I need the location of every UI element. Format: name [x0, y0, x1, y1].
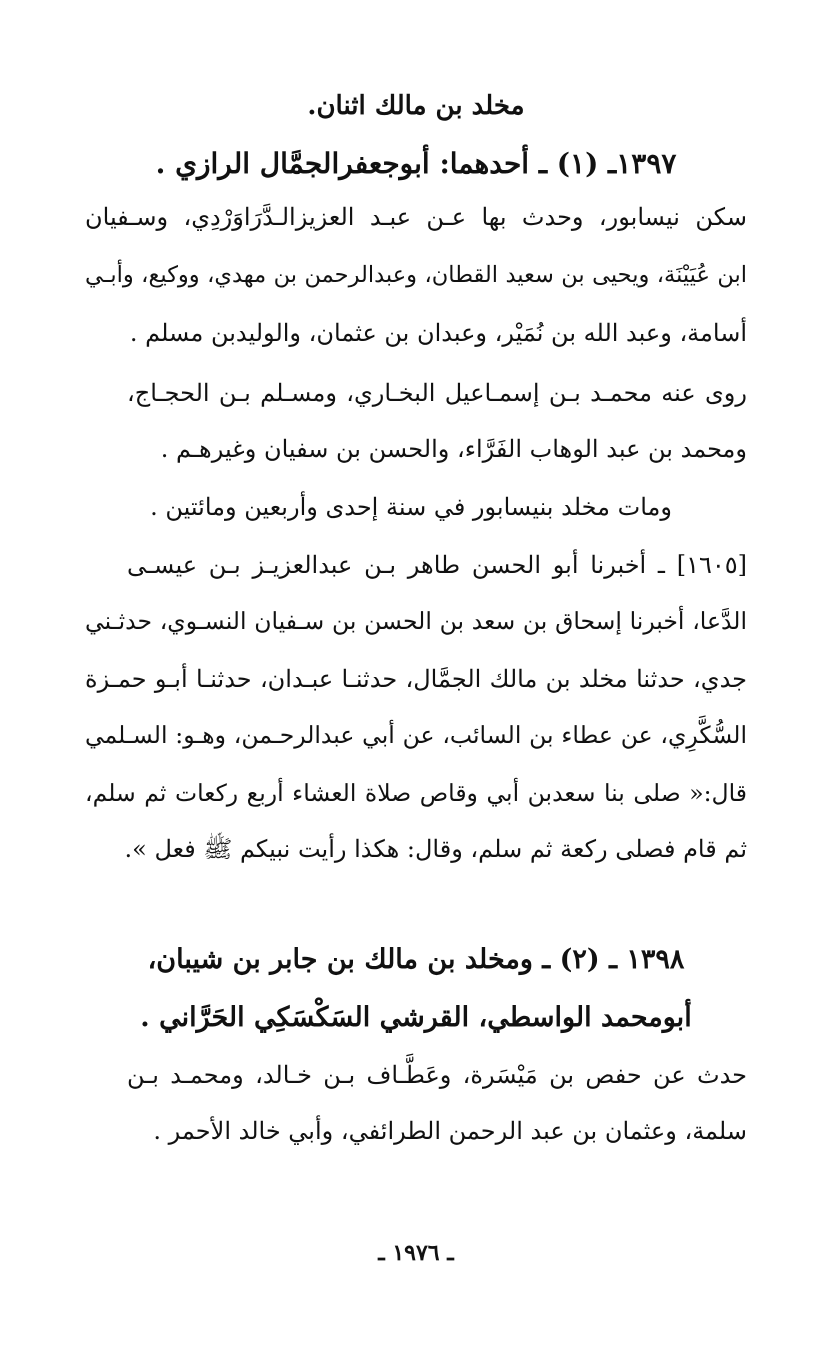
entry-1397-paragraph-line: ابن عُيَيْنَة، ويحيى بن سعيد القطان، وعبدالرحمن بن مهدي، ووكيع، وأبـي	[85, 262, 747, 288]
entry-1397-paragraph-line: سكن نيسابور، وحدث بها عـن عبـد العزيزالـدَّرَاوَرْدِي، وسـفيان	[85, 203, 747, 231]
entry-1398-paragraph-line: سلمة، وعثمان بن عبد الرحمن الطرائفي، وأبي خالد الأحمر .	[153, 1117, 747, 1145]
hadith-1605-line: السُّكَّرِي، عن عطاء بن السائب، عن أبي عبدالرحـمن، وهـو: السـلمي	[85, 721, 747, 749]
entry-1397-paragraph-line: أسامة، وعبد الله بن نُمَيْر، وعبدان بن عثمان، والوليدبن مسلم .	[129, 319, 747, 347]
hadith-1605-line: [١٦٠٥] ـ أخبرنا أبو الحسن طاهر بـن عبدالعزيـز بـن عيسـى	[127, 551, 747, 579]
section-title: مخلد بن مالك اثنان.	[307, 91, 525, 121]
entry-1397-students-line: روى عنه محمـد بـن إسمـاعيل البخـاري، ومسـلم بـن الحجـاج،	[127, 379, 747, 407]
page-number: ـ ١٩٧٦ ـ	[378, 1240, 454, 1266]
entry-1398-heading: ١٣٩٨ ـ (٢) ـ ومخلد بن مالك بن جابر بن شيبان،	[147, 944, 685, 975]
hadith-1605-line: الدَّعا، أخبرنا إسحاق بن سعد بن الحسن بن سـفيان النسـوي، حدثـني	[85, 607, 747, 635]
hadith-1605-line: قال:« صلى بنا سعدبن أبي وقاص صلاة العشاء أربع ركعات ثم سلم،	[85, 779, 747, 807]
entry-1397-death-line: ومات مخلد بنيسابور في سنة إحدى وأربعين ومائتين .	[150, 493, 672, 521]
entry-1397-heading: ١٣٩٧ـ (١) ـ أحدهما: أبوجعفرالجمَّال الرازي .	[155, 147, 677, 180]
hadith-1605-line: جدي، حدثنا مخلد بن مالك الجمَّال، حدثنـا عبـدان، حدثنـا أبـو حمـزة	[85, 665, 747, 693]
entry-1398-paragraph-line: حدث عن حفص بن مَيْسَرة، وعَطَّـاف بـن خـالد، ومحمـد بـن	[127, 1061, 747, 1089]
entry-1397-students-line: ومحمد بن عبد الوهاب الفَرَّاء، والحسن بن سفيان وغيرهـم .	[160, 435, 747, 463]
entry-1398-subheading: أبومحمد الواسطي، القرشي السَكْسَكِي الحَرَّاني .	[140, 1002, 692, 1033]
hadith-1605-line: ثم قام فصلى ركعة ثم سلم، وقال: هكذا رأيت نبيكم ﷺ فعل ».	[124, 835, 747, 863]
